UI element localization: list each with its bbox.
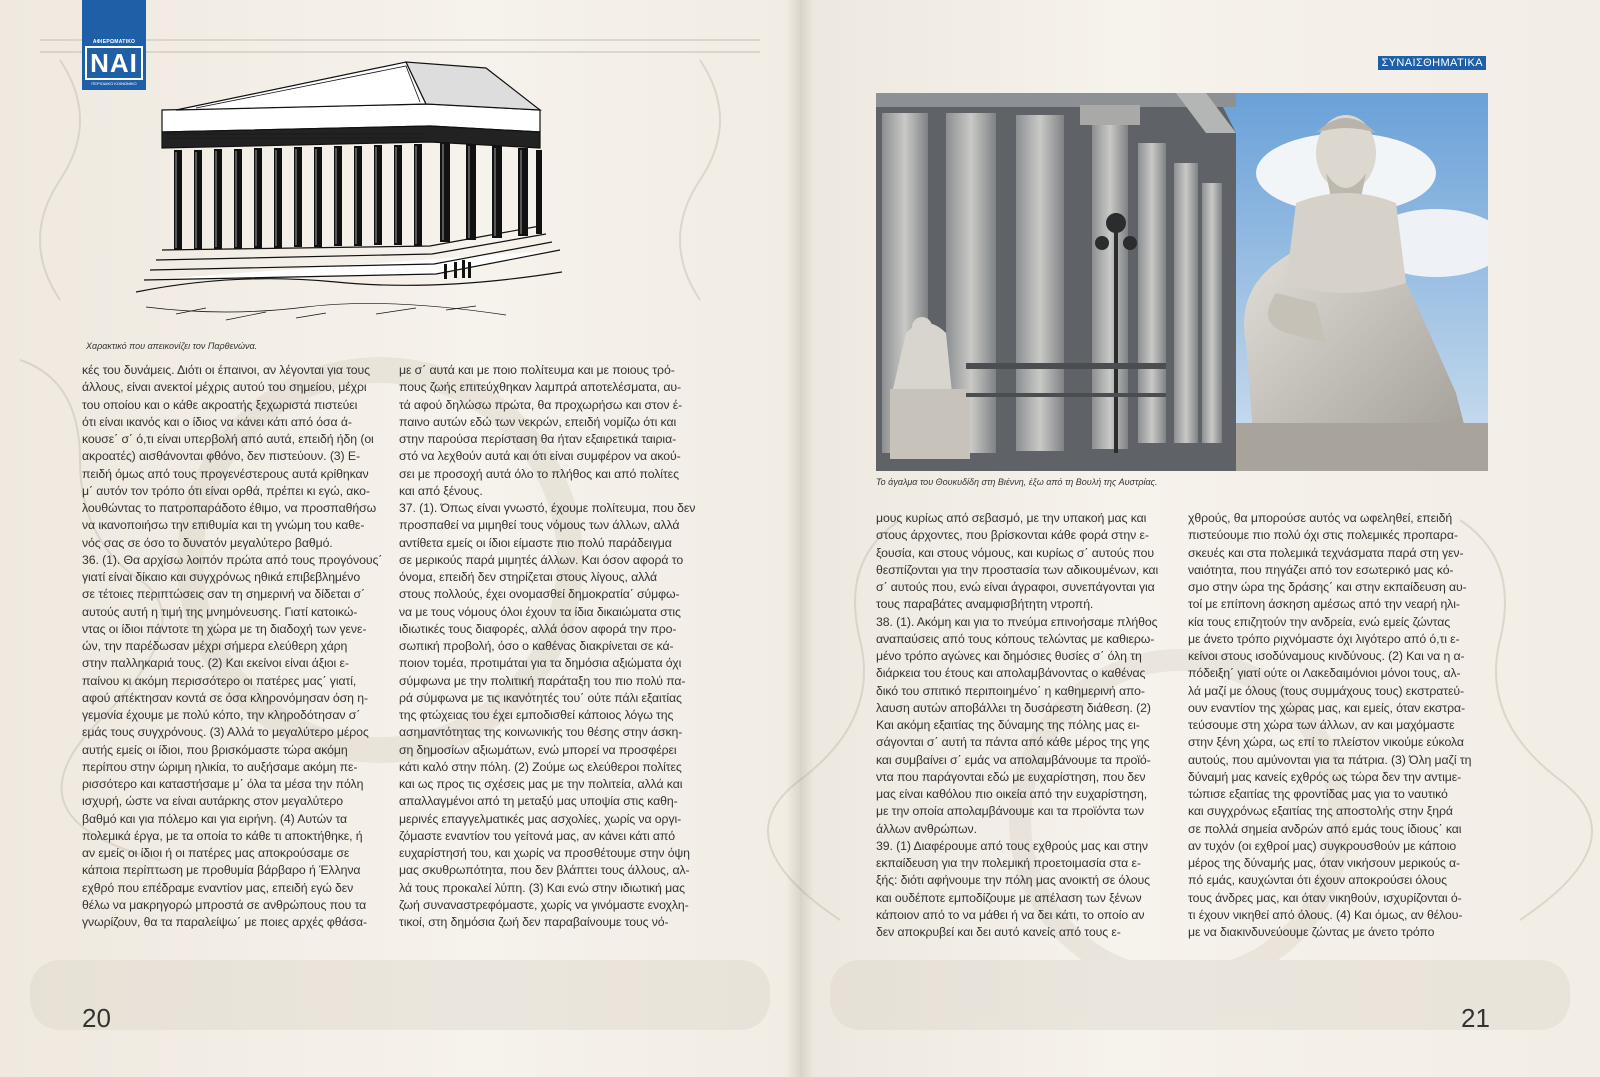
text-line: ρισσότερο και καταστήσαμε μ΄ όλα τα μέσα την πόλη — [82, 777, 364, 791]
text-line: κές του δυνάμεις. Διότι οι έπαινοι, αν λέγονται για τους — [82, 363, 370, 377]
text-line: και ουδέποτε εμποδίζουμε με απέλαση των ξένων — [876, 890, 1142, 905]
text-line: και ως προς τις σχέσεις μας με την πολιτεία, αλλά και — [399, 777, 683, 791]
text-line: με να διακινδυνεύουμε ζώντας με άνετο τρόπο — [1188, 925, 1435, 939]
text-line: κία τους επιζητούν την ανδρεία, ενώ εμείς ζώντας — [1188, 614, 1451, 629]
text-line: αυτούς, που αμύνονται για τα πάτρια. (3) Όλη μαζί τη — [1188, 752, 1472, 767]
text-line: αν εμείς οι ίδιοι ή οι πατέρες μας αποκρούσαμε σε — [82, 846, 350, 860]
text-line: ποιον τομέα, προτιμάται για τα δημόσια αξιώματα όχι — [399, 656, 682, 671]
text-line: ών, την παρέδωσαν μέχρι σήμερα ελεύθερη χάρη — [82, 639, 348, 653]
text-line: με σ΄ αυτά και με ποιο πολίτευμα και με ποιους τρό- — [399, 363, 675, 377]
page-number-right: 21 — [1461, 1003, 1490, 1033]
text-line: στην ξένη χώρα, ως επί το πλείστον νικούμε εύκολα — [1188, 735, 1464, 750]
text-line: ζωή συναναστρεφόμαστε, χωρίς να γινόμαστε ενοχλη- — [399, 897, 689, 912]
text-line: τικοί, στη δημόσια ζωή δεν παραβαίνουμε τους νό- — [399, 915, 669, 929]
text-line: χθρούς, θα μπορούσε αυτός να ωφεληθεί, επειδή — [1188, 511, 1453, 525]
text-line: στό να λεχθούν αυτά και ότι είναι συμφέρον να ακού- — [399, 449, 681, 464]
text-line: του οποίου και ο κάθε ακροατής ξεχωριστά πιστεύει — [82, 397, 358, 412]
text-line: ότι είναι ικανός και ο ίδιος να κάνει κάτι από όσα ά- — [82, 414, 352, 429]
text-line: απαλλαγμένοι από τη μεταξύ μας υποψία στις καθη- — [399, 794, 678, 809]
text-line: παίνου κι ακόμη περισσότερο οι πατέρες μας΄ γιατί, — [82, 673, 357, 688]
text-line: πειδή όμως από τους προγενέστερους αυτά κρίθηκαν — [82, 466, 369, 481]
text-line: σ΄ αυτούς που, ενώ είναι άγραφοι, συνεπάγονται για — [876, 580, 1155, 594]
text-line: δύναμή μας κανείς εχθρός ως τώρα δεν την αντιμε- — [1188, 769, 1462, 784]
text-line: γιατί είναι δίκαιο και συγχρόνως ηθικά επιβεβλημένο — [82, 570, 361, 584]
section-tag: ΣΥΝΑΙΣΘΗΜΑΤΙΚΑ — [1378, 56, 1486, 70]
text-line: τοί με επίπονη άσκηση αμέσως από την νεαρή ηλι- — [1188, 597, 1460, 612]
text-line: μένο τρόπο αγώνες και δημόσιες θυσίες σ΄ όλη τη — [876, 649, 1142, 663]
logo-text: ΝΑΙ — [90, 48, 138, 78]
text-line: πόδειξη΄ γιατί ούτε οι Λακεδαιμόνιοι μόνοι τους, αλ- — [1188, 666, 1461, 681]
text-column-4 — [1188, 510, 1471, 941]
text-line: σε μερικούς παρά μιμητές άλλων. Και όσον αφορά το — [399, 552, 684, 567]
text-line: μέρος της δύναμής μας, όταν νικήσουν μερικούς α- — [1188, 856, 1461, 870]
text-line: σει με προσοχή αυτά όλο το πλήθος και από πολίτες — [399, 466, 679, 481]
text-line: 37. (1). Όπως είναι γνωστό, έχουμε πολίτευμα, που δεν — [399, 501, 696, 515]
text-line: άλλων ανθρώπων. — [876, 821, 977, 836]
text-line: της φτώχειας του έχει εμποδισθεί κάποιος λόγω της — [399, 708, 674, 722]
text-line: ξουσία, και στους νόμους, και κυρίως σ΄ αυτούς που — [876, 545, 1155, 560]
text-line: στην παλληκαριά τους. (2) Και εκείνοι είναι άξιοι ε- — [82, 656, 349, 671]
text-line: σωπική προβολή, όσο ο καθένας διακρίνεται σε κά- — [399, 639, 674, 653]
text-line: και συγχρόνως εξαιτίας της αποστολής στην ξηρά — [1188, 804, 1453, 819]
text-line: μερινές επαγγελματικές μας ασχολίες, χωρίς να οργι- — [399, 811, 682, 826]
text-line: μους κυρίως από σεβασμό, με την υπακοή μας και — [876, 511, 1147, 525]
text-line: κάτι καλό στην πόλη. (2) Ζούμε ως ελεύθεροι πολίτες — [399, 759, 682, 774]
text-column-3 — [876, 510, 1158, 941]
text-line: κάποια περίπτωση με προθυμία βάρβαρο ή Έλληνα — [82, 863, 361, 878]
photo-caption: Το άγαλμα του Θουκυδίδη στη Βιέννη, έξω από τη Βουλή της Αυστρίας. — [876, 477, 1158, 487]
text-line: Και ακόμη εξαιτίας της δύναμης της πόλης μας ει- — [876, 718, 1140, 732]
text-line: με άνετο τρόπο ριχνόμαστε όχι λιγότερο από ό,τι ε- — [1188, 631, 1460, 646]
text-line: ναιότητα, που πηγάζει από τον εσωτερικό μας κό- — [1188, 562, 1454, 577]
engraving-caption: Χαρακτικό που απεικονίζει τον Παρθενώνα. — [86, 341, 258, 351]
text-line: πιστεύουμε πιο πολύ όχι στις πολεμικές προπαρα- — [1188, 528, 1458, 543]
text-line: θέλω να μακρηγορώ μπροστά σε ανθρώπους που τα — [82, 897, 367, 912]
text-line: πό εμάς, καυχώνται ότι έχουν αποκρούσει όλους — [1188, 873, 1447, 888]
text-line: ντα που παράγονται εδώ με ευχαρίστηση, που δεν — [876, 769, 1146, 784]
text-line: μ΄ αυτόν τον τρόπο ότι είναι ορθά, πρέπει κι εγώ, ακο- — [82, 483, 370, 498]
text-line: αντίθετα εμείς οι ίδιοι είμαστε πιο πολύ παράδειγμα — [399, 535, 672, 550]
text-line: τώπισε εξαιτίας της φροντίδας μας για το ναυτικό — [1188, 787, 1448, 801]
text-line: λά τους προκαλεί λύπη. (3) Και ενώ στην ιδιωτική μας — [399, 880, 685, 895]
text-line: ρά σύμφωνα με τις ικανότητές του΄ ούτε πάλι εξαιτίας — [399, 690, 682, 705]
logo-top-text: ΑΦΙΕΡΩΜΑΤΙΚΟ — [92, 39, 136, 45]
text-line: και συμβαίνει σ΄ εμάς να απολαμβάνουμε τα προϊό- — [876, 752, 1151, 767]
text-line: τεύσουμε στη χώρα των άλλων, αν και μαχόμαστε — [1188, 718, 1455, 732]
text-line: στους άρχοντες, που βρίσκονται κάθε φορά στην ε- — [876, 528, 1149, 543]
text-line: τι έχουν νικηθεί από όλους. (4) Και όμως, αν θέλου- — [1188, 907, 1463, 922]
text-line: πους ζωής επιτεύχθηκαν λαμπρά αποτελέσματα, αυ- — [399, 380, 682, 395]
page-number-left: 20 — [82, 1003, 111, 1033]
text-line: σε πολλά σημεία ανδρών από εμάς τους ίδιους΄ και — [1188, 821, 1462, 836]
text-line: ακροατές) αισθάνονται φθόνο, δεν πιστεύουν. (3) Ε- — [82, 449, 360, 464]
text-line: εμάς τους συγχρόνους. (3) Αλλά το μεγαλύτερο μέρος — [82, 725, 369, 740]
text-line: αν τυχόν (οι εχθροί μας) συγκρουσθούν με κάποιο — [1188, 838, 1457, 853]
text-line: ευχαρίστησή του, και χωρίς να προσθέτουμε στην όψη — [399, 846, 690, 860]
text-line: ιδιωτικές τους διαφορές, αλλά όσον αφορά την προ- — [399, 621, 677, 636]
text-line: άλλους, είναι ανεκτοί μέχρις αυτού του σημείου, μέχρι — [82, 380, 367, 395]
text-line: γνωρίζουν, θα τα παραλείψω΄ με ποιες αρχές φθάσα- — [82, 915, 367, 929]
text-line: τά αφού δηλώσω πρώτα, θα προχωρήσω και στον έ- — [399, 397, 683, 412]
text-line: εχθρό που επέδραμε εναντίον μας, επειδή εγώ δεν — [82, 880, 354, 895]
text-line: κουσε΄ σ΄ ό,τι είναι υπερβολή από αυτά, επειδή ήδη (οι — [82, 432, 374, 446]
text-line: και από ξένους. — [399, 483, 483, 498]
text-line: 36. (1). Θα αρχίσω λοιπόν πρώτα από τους προγόνους΄ — [82, 552, 383, 567]
text-line: ασημαντότητας της κοινωνικής του θέσης στην άσκη- — [399, 725, 683, 740]
text-line: περίπου στην ώριμη ηλικία, το αυξήσαμε ακόμη πε- — [82, 759, 358, 774]
logo-box — [85, 46, 143, 80]
text-line: λουθώντας το πατροπαράδοτο έθιμο, να προσπαθήσω — [82, 501, 377, 515]
parthenon-engraving — [136, 52, 562, 324]
text-line: αναπαύσεις από τους κόπους τελώντας με καθιερω- — [876, 631, 1155, 646]
text-line: αυτούς αυτή η τιμή της μνημόνευσης. Γιατί κατοικώ- — [82, 604, 358, 619]
text-line: λαυση αυτών αποβάλλει τη δυσάρεστη διάθεση. (2) — [876, 700, 1151, 715]
text-column-1 — [82, 362, 382, 931]
text-line: στην παρούσα περίσταση θα ήταν εξαιρετικά ταιρια- — [399, 432, 677, 446]
text-line: ζόμαστε εναντίον του γείτονά μας, αν κάνει κάτι από — [399, 828, 676, 843]
text-line: θεσπίζονται για την προστασία των αδικουμένων, και — [876, 562, 1159, 577]
text-line: να με τους νόμους όλοι έχουν τα ίδια δικαιώματα στις — [399, 604, 681, 619]
text-line: μας σκυθρωπότητα, που δεν βλάπτει τους άλλους, αλ- — [399, 863, 690, 878]
text-line: νός σας σε όσο το δυνατόν μεγαλύτερο βαθμό. — [82, 535, 333, 550]
text-line: με την οποία απολαμβάνουμε και τα προϊόντα των — [876, 804, 1144, 819]
text-line: 38. (1). Ακόμη και για το πνεύμα επινοήσαμε πλήθος — [876, 614, 1158, 629]
text-line: προσπαθεί να μιμηθεί τους νόμους των άλλων, αλλά — [399, 518, 680, 533]
text-line: γεμονία έχουμε με πολύ κόπο, την κληροδότησαν σ΄ — [82, 708, 361, 722]
text-line: παινο αυτών εδώ των νεκρών, επειδή νομίζω ότι και — [399, 414, 677, 429]
text-line: σε τέτοιες περιπτώσεις σαν τη σημερινή να δίδεται σ΄ — [82, 587, 366, 602]
text-line: σύμφωνα με την πολιτική παράταξη του πιο πολύ πα- — [399, 673, 686, 688]
text-line: μας είναι καθόλου πιο οικεία από την ευχαρίστηση, — [876, 787, 1148, 801]
text-line: όνομα, επειδή δεν στηρίζεται στους λίγους, αλλά — [399, 570, 658, 584]
text-line: κείνοι στους ισοδύναμους κινδύνους. (2) Και να η α- — [1188, 649, 1465, 663]
text-line: ση δημοσίων αξιωμάτων, ενώ μπορεί να προσφέρει — [399, 742, 677, 757]
text-line: στους πολλούς, έχει ονομασθεί δημοκρατία΄ σύμφω- — [399, 587, 680, 602]
text-line: σκευές και στα πολεμικά τεχνάσματα παρά στη γεν- — [1188, 545, 1464, 560]
text-line: αυτής εμείς οι ίδιοι, που βρισκόμαστε τώρα ακόμη — [82, 742, 348, 757]
text-line: βαθμό και για πόλεμο και για ειρήνη. (4) Αυτών τα — [82, 811, 348, 826]
text-line: δεν αποκρυβεί και δει αυτό κανείς από τους ε- — [876, 925, 1121, 939]
text-line: 39. (1) Διαφέρουμε από τους εχθρούς μας και στην — [876, 838, 1148, 853]
gutter-shadow — [786, 0, 814, 1077]
text-line: εκπαίδευση για την πολεμική προετοιμασία στα ε- — [876, 856, 1141, 870]
thucydides-statue-photo — [876, 93, 1488, 471]
text-line: τους άνδρες μας, και όταν νικηθούν, ισχυρίζονται ό- — [1188, 890, 1462, 905]
text-line: διάρκεια του έτους και απολαμβάνοντας ο καθένας — [876, 666, 1146, 681]
text-line: λά μαζί με όλους (τους συμμάχους τους) εκστρατεύ- — [1188, 683, 1464, 698]
text-line: αφού απέκτησαν κοντά σε όσα κληρονόμησαν όση η- — [82, 690, 368, 705]
text-line: σάγονται σ΄ αυτή τα πάντα από κάθε μέρος της γης — [876, 735, 1150, 750]
text-line: να ικανοποιήσω την επιθυμία και τη γνώμη του καθε- — [82, 518, 365, 533]
text-column-2 — [399, 362, 695, 931]
text-line: σμο στην ώρα της δράσης΄ και στην εκπαίδευση αυ- — [1188, 580, 1467, 594]
logo-sub-text: ΠΕΡΙΟΔΙΚΟ ΚΟΙΝΩΝΙΚΟ — [91, 81, 137, 86]
text-line: δικό του σπιτικό περιποιημένο΄ η καθημερινή απο- — [876, 683, 1145, 698]
text-line: ντας οι ίδιοι πάντοτε τη χώρα με τη διαδοχή των γενε- — [82, 621, 367, 636]
text-line: πολεμικά έργα, με τα οποία το κάθε τι αποκτήθηκε, ή — [82, 828, 363, 843]
text-line: ουν εναντίον της χώρας μας, και εμείς, όταν εκστρα- — [1188, 700, 1466, 715]
text-line: ξής: διότι αφήνουμε την πόλη μας ανοικτή σε όλους — [876, 873, 1150, 888]
text-line: κάποιον από το να μάθει ή να δει κάτι, το οποίο αν — [876, 907, 1145, 922]
text-line: ισχυρή, ώστε να είναι αυτάρκης στον μεγαλύτερο — [82, 794, 344, 809]
text-line: τους παραβάτες αναμφισβήτητη ντροπή. — [876, 597, 1094, 612]
